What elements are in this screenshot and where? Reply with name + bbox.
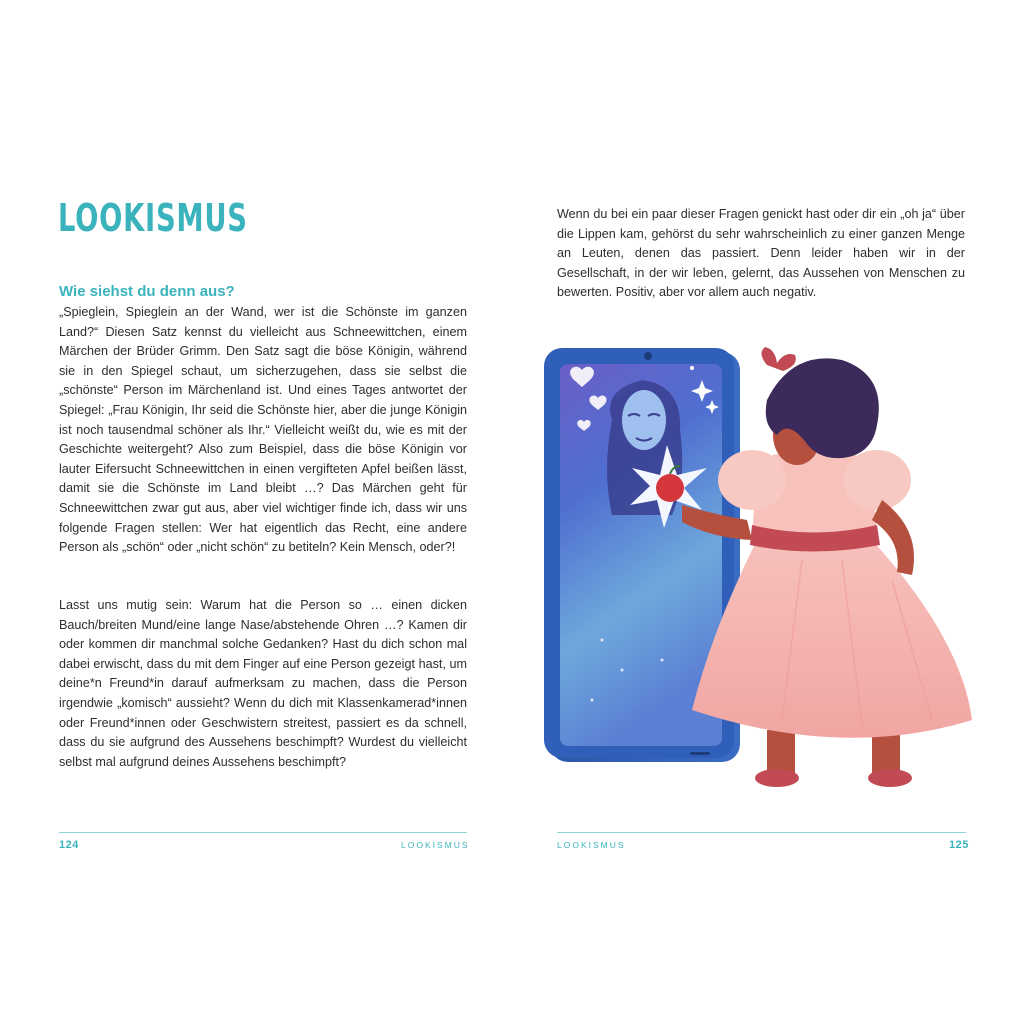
- body-paragraph: Lasst uns mutig sein: Warum hat die Person so … einen dicken Bauch/breiten Mund/eine lange Nase/abstehende Ohren …? Kamen dir oder kommen dir manchmal solche Gedanken? Hast du dich schon mal dabei erwischt, dass du mit dem Finger auf eine Person gezeigt hast, um deine*n Freund*in darauf aufmerksam zu machen, dass die Person irgendwie „komisch“ aussieht? Wenn du dich mit Klassenkamerad*innen oder Freund*innen oder Geschwistern streitest, passiert es da schnell, dass du sie aufgrund des Aussehens beschimpft? Wurdest du vielleicht selbst mal aufgrund deines Aussehens beschimpft?: [59, 598, 467, 769]
- running-head: LOOKISMUS: [557, 840, 626, 850]
- running-head: LOOKISMUS: [401, 840, 470, 850]
- page-number: 124: [59, 839, 79, 851]
- mirror-illustration: [542, 340, 982, 800]
- bow-icon: [761, 347, 795, 371]
- page-number: 125: [949, 839, 969, 851]
- apple-icon: [656, 474, 684, 502]
- chapter-title: LOOKISMUS: [58, 196, 248, 240]
- body-paragraph: „Spieglein, Spieglein an der Wand, wer ist die Schönste im ganzen Land?“ Diesen Satz kennst du vielleicht aus Schneewittchen, einem Märchen der Brüder Grimm. Den Satz sagt die böse Königin, während sie in den Spiegel schaut, um sicherzugehen, dass sie selbst die „schönste“ Person im Märchenland ist. Und eines Tages antwortet der Spiegel: „Frau Königin, Ihr seid die Schönste hier, aber die junge Königin ist noch tausendmal schöner als Ihr.“ Vielleicht weißt du, wie es mit der Geschichte weitergeht? Also zum Beispiel, dass die böse Königin vor lauter Eifersucht Schneewittchen in einen vergifteten Apfel beißen lässt, damit sie die Schönste im Land bleibt …? Das Märchen geht für Schneewittchen zwar gut aus, aber viel wichtiger finde ich, dass wir uns folgende Fragen stellen: Wer hat eigentlich das Recht, eine andere Person als „schön“ oder „nicht schön“ zu betiteln? Kein Mensch, oder?!: [59, 305, 467, 555]
- camera-icon: [644, 352, 652, 360]
- footer-rule: [557, 832, 966, 833]
- section-subheading: Wie siehst du denn aus?: [59, 283, 235, 300]
- footer-rule: [59, 832, 467, 833]
- body-paragraph: Wenn du bei ein paar dieser Fragen genickt hast oder dir ein „oh ja“ über die Lippen kam, gehörst du sehr wahrscheinlich zu einer ganzen Menge an Leuten, denen das passiert. Denn leider haben wir in der Gesellschaft, in der wir leben, gelernt, das Aussehen von Menschen zu bewerten. Positiv, aber vor allem auch negativ.: [557, 207, 965, 300]
- right-page: [512, 0, 1024, 1024]
